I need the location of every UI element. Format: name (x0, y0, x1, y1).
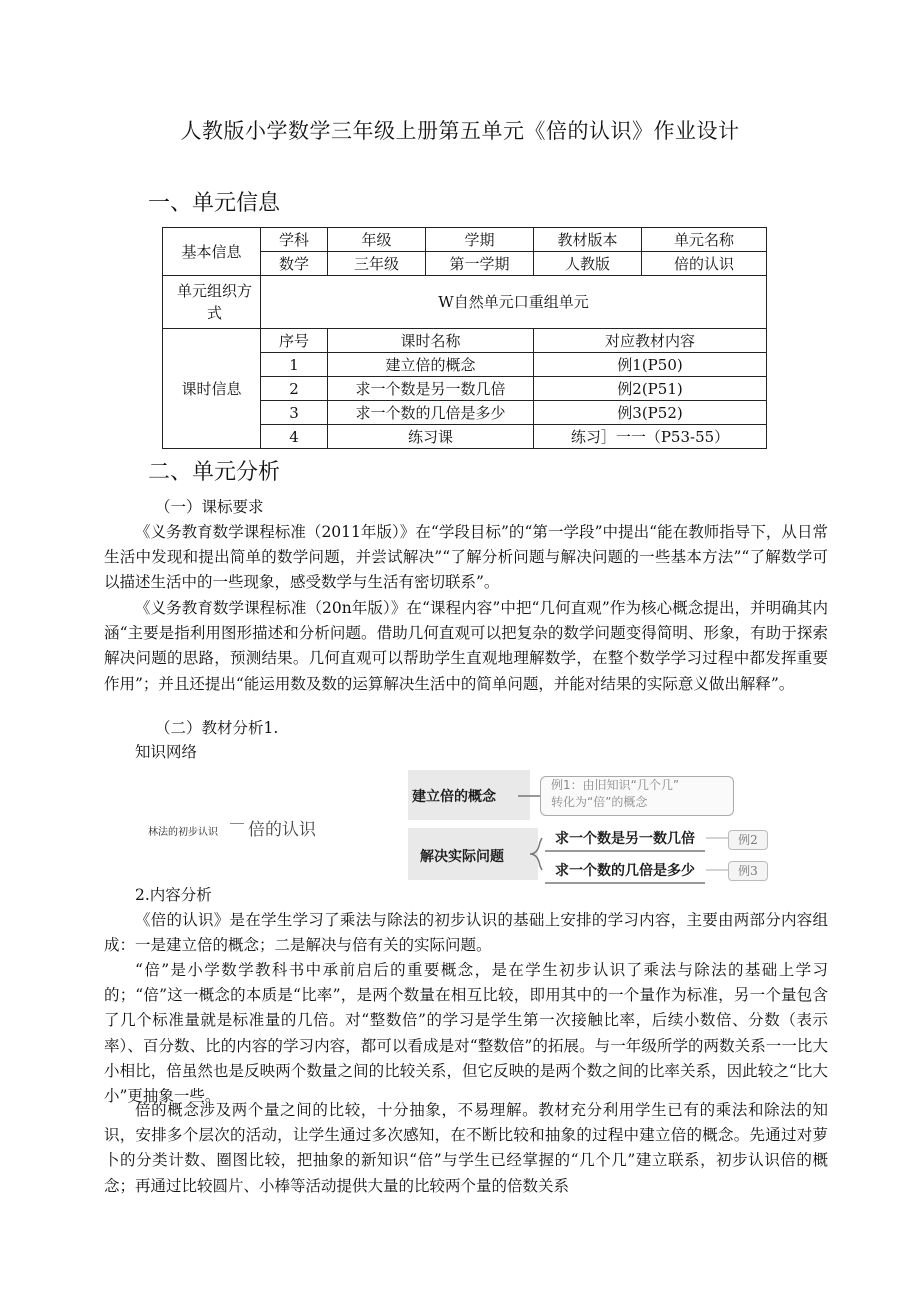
paragraph-content-1: 《倍的认识》是在学生学习了乘法与除法的初步认识的基础上安排的学习内容，主要由两部分内容组成：一是建立倍的概念；二是解决与倍有关的实际问题。 (104, 911, 828, 955)
mindmap-tag-example-3: 例3 (728, 861, 768, 881)
mindmap-note-line: 转化为“倍”的概念 (551, 795, 648, 809)
value-cell: 第一学期 (426, 252, 534, 276)
lesson-cell: 2 (261, 377, 328, 401)
paragraph-standards-1: 《义务教育数学课程标准（2011年版）》在“学段目标”的“第一学段”中提出“能在教师指导下，从日常生活中发现和提出简单的数学问题，并尝试解决”“了解分析问题与解决问题的一些基本方法”“了解数学可以描述生活中的一些现象，感受数学与生活有密切联系”。 (104, 523, 828, 592)
mindmap-node-concept: 建立倍的概念 (412, 789, 496, 805)
lesson-cell: 练习］一一（P53-55） (534, 425, 767, 449)
mindmap-root-left: 林法的初步认识 (148, 827, 218, 838)
header-cell: 教材版本 (534, 228, 642, 252)
value-cell: 人教版 (534, 252, 642, 276)
lesson-cell: 求一个数是另一数几倍 (328, 377, 534, 401)
paragraph-content-2: “倍”是小学数学教科书中承前启后的重要概念，是在学生初步认识了乘法与除法的基础上学习的；“倍”这一概念的本质是“比率”，是两个数量在相互比较，即用其中的一个量作为标准，另一个量包含了几个标准量就是标准量的几倍。对“整数倍”的学习是学生第一次接触比率，后续小数倍、分数（表示率）、百分数、比的内容的学习内容，都可以看成是对“整数倍”的拓展。与一年级所学的两数关系一一比大小相比，倍虽然也是反映两个数量之间的比较关系，但它反映的是两个数之间的比率关系，因此较之“比大小”更抽象一些。 (104, 961, 828, 1106)
basic-info-label: 基本信息 (163, 228, 261, 276)
lesson-cell: 4 (261, 425, 328, 449)
value-cell: 数学 (261, 252, 328, 276)
mindmap-note-line: 例1：由旧知识“几个几” (551, 778, 680, 792)
lesson-cell: 1 (261, 353, 328, 377)
mindmap-center: 倍的认识 (248, 820, 316, 840)
header-cell: 学期 (426, 228, 534, 252)
value-cell: 三年级 (328, 252, 426, 276)
lesson-header-cell: 对应教材内容 (534, 329, 767, 353)
paragraph-content-3: 倍的概念涉及两个量之间的比较，十分抽象，不易理解。教材充分利用学生已有的乘法和除法的知识，安排多个层次的活动，让学生通过多次感知，在不断比较和抽象的过程中建立倍的概念。先通过对萝卜的分类计数、圈图比较，把抽象的新知识“倍”与学生已经掌握的“几个几”建立联系，初步认识倍的概念；再通过比较圆片、小棒等活动提供大量的比较两个量的倍数关系 (104, 1101, 828, 1195)
subheading-content-analysis: 2.内容分析 (135, 886, 212, 904)
lesson-header-cell: 序号 (261, 329, 328, 353)
lesson-cell: 例1(P50) (534, 353, 767, 377)
section-heading-unit-info: 一、单元信息 (148, 191, 281, 216)
knowledge-network-label: 知识网络 (135, 743, 198, 761)
mindmap-node-solve: 解决实际问题 (420, 849, 504, 865)
lesson-info-label: 课时信息 (163, 329, 261, 449)
section-heading-unit-analysis: 二、单元分析 (148, 460, 281, 485)
header-cell: 年级 (328, 228, 426, 252)
lesson-cell: 建立倍的概念 (328, 353, 534, 377)
mindmap-note-box (540, 776, 734, 816)
mindmap-connector (230, 823, 244, 824)
document-title: 人教版小学数学三年级上册第五单元《倍的认识》作业设计 (180, 119, 740, 143)
subheading-standards: （一）课标要求 (155, 498, 264, 516)
lesson-cell: 例2(P51) (534, 377, 767, 401)
mindmap-tag-example-2: 例2 (728, 830, 768, 850)
subheading-textbook-analysis: （二）教材分析1. (155, 719, 279, 737)
lesson-cell: 3 (261, 401, 328, 425)
paragraph-standards-2: 《义务教育数学课程标准（20n年版）》在“课程内容”中把“几何直观”作为核心概念提出，并明确其内涵“主要是指利用图形描述和分析问题。借助几何直观可以把复杂的数学问题变得简明、形象，有助于探索解决问题的思路，预测结果。几何直观可以帮助学生直观地理解数学，在整个数学学习过程中都发挥重要作用”；并且还提出“能运用数及数的运算解决生活中的简单问题，并能对结果的实际意义做出解释”。 (104, 599, 828, 693)
lesson-cell: 例3(P52) (534, 401, 767, 425)
org-value: W自然单元口重组单元 (261, 276, 767, 329)
org-label: 单元组织方式 (163, 276, 261, 329)
unit-info-table (162, 227, 767, 449)
lesson-header-cell: 课时名称 (328, 329, 534, 353)
mindmap-node-multiple-of: 求一个数是另一数几倍 (545, 826, 705, 852)
lesson-cell: 求一个数的几倍是多少 (328, 401, 534, 425)
value-cell: 倍的认识 (642, 252, 767, 276)
header-cell: 学科 (261, 228, 328, 252)
lesson-cell: 练习课 (328, 425, 534, 449)
mindmap-node-times-of: 求一个数的几倍是多少 (545, 858, 705, 884)
header-cell: 单元名称 (642, 228, 767, 252)
